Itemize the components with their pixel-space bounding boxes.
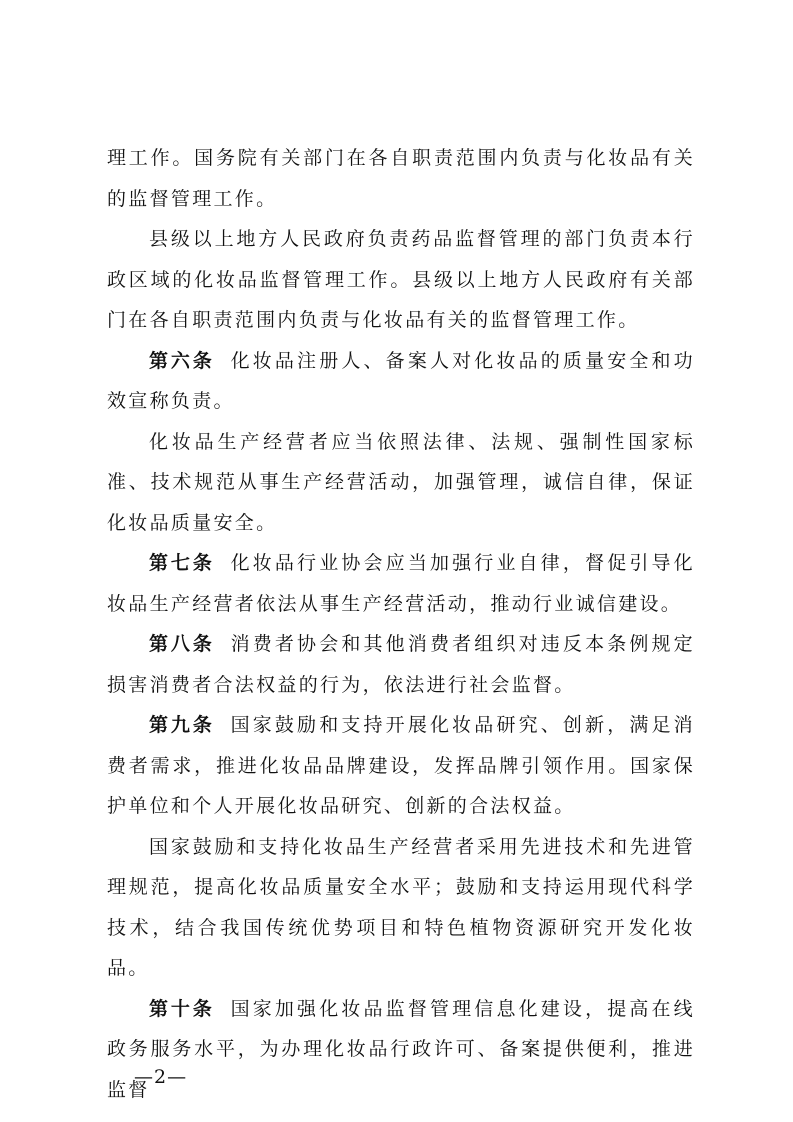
paragraph <box>107 341 695 422</box>
document-body <box>107 138 695 1110</box>
paragraph <box>107 827 695 989</box>
paragraph-text: 国家鼓励和支持开展化妆品研究、创新，满足消费者需求，推进化妆品品牌建设，发挥品牌引领作用。国家保护单位和个人开展化妆品研究、创新的合法权益。 <box>107 714 695 817</box>
paragraph <box>107 989 695 1111</box>
paragraph-text: 理工作。国务院有关部门在各自职责范围内负责与化妆品有关的监督管理工作。 <box>107 147 695 210</box>
article-number: 第七条 <box>149 552 215 574</box>
paragraph-text: 国家鼓励和支持化妆品生产经营者采用先进技术和先进管理规范，提高化妆品质量安全水平；鼓励和支持运用现代科学技术，结合我国传统优势项目和特色植物资源研究开发化妆品。 <box>107 835 695 979</box>
paragraph-text: 消费者协会和其他消费者组织对违反本条例规定损害消费者合法权益的行为，依法进行社会监督。 <box>107 633 695 696</box>
article-number: 第八条 <box>149 633 215 655</box>
paragraph <box>107 422 695 544</box>
page-number: —2— <box>134 1066 188 1088</box>
article-number: 第六条 <box>149 349 215 372</box>
paragraph-text: 化妆品生产经营者应当依照法律、法规、强制性国家标准、技术规范从事生产经营活动，加强管理，诚信自律，保证化妆品质量安全。 <box>107 430 695 534</box>
paragraph <box>107 543 695 624</box>
paragraph-text: 国家加强化妆品监督管理信息化建设，提高在线政务服务水平，为办理化妆品行政许可、备案提供便利，推进监督 <box>107 997 695 1101</box>
article-number: 第九条 <box>149 714 215 736</box>
paragraph-text: 化妆品注册人、备案人对化妆品的质量安全和功效宣称负责。 <box>107 349 695 412</box>
paragraph-text: 化妆品行业协会应当加强行业自律，督促引导化妆品生产经营者依法从事生产经营活动，推动行业诚信建设。 <box>107 552 695 615</box>
article-number: 第十条 <box>149 997 215 1020</box>
paragraph-text: 县级以上地方人民政府负责药品监督管理的部门负责本行政区域的化妆品监督管理工作。县级以上地方人民政府有关部门在各自职责范围内负责与化妆品有关的监督管理工作。 <box>107 228 695 331</box>
paragraph <box>107 624 695 705</box>
paragraph <box>107 219 695 341</box>
paragraph <box>107 705 695 827</box>
paragraph <box>107 138 695 219</box>
